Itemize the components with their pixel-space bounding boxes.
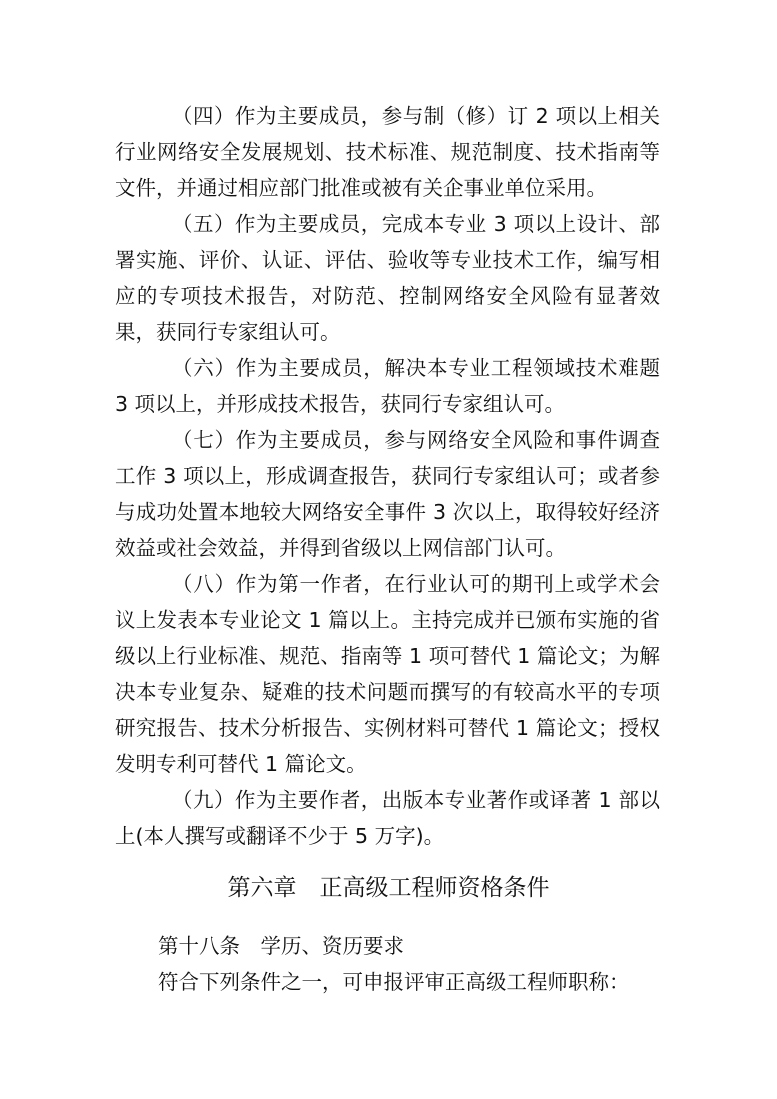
paragraph-item-8: （八）作为第一作者，在行业认可的期刊上或学术会议上发表本专业论文 1 篇以上。主持完成并已颁布实施的省级以上行业标准、规范、指南等 1 项可替代 1 篇论文；为解决本专业复杂、疑难的技术问题而撰写的有较高水平的专项研究报告、技术分析报告、实例材料可替代 1 篇论文；授权发明专利可替代 1 篇论文。 <box>115 572 660 776</box>
paragraph-item-9: （九）作为主要作者，出版本专业著作或译著 1 部以上(本人撰写或翻译不少于 5 万字)。 <box>115 788 660 848</box>
paragraph-item-4: （四）作为主要成员，参与制（修）订 2 项以上相关行业网络安全发展规划、技术标准、规范制度、技术指南等文件，并通过相应部门批准或被有关企事业单位采用。 <box>115 104 660 200</box>
article-title: 第十八条 学历、资历要求 <box>158 934 404 958</box>
paragraph-item-7: （七）作为主要成员，参与网络安全风险和事件调查工作 3 项以上，形成调查报告，获同行专家组认可；或者参与成功处置本地较大网络安全事件 3 次以上，取得较好经济效益或社会效益，并得到省级以上网信部门认可。 <box>115 428 660 560</box>
chapter-heading: 第六章 正高级工程师资格条件 <box>227 875 550 901</box>
article-intro: 符合下列条件之一，可申报评审正高级工程师职称： <box>158 970 630 994</box>
paragraph-item-6: （六）作为主要成员，解决本专业工程领域技术难题 3 项以上，并形成技术报告，获同行专家组认可。 <box>115 356 660 416</box>
paragraph-item-5: （五）作为主要成员，完成本专业 3 项以上设计、部署实施、评价、认证、评估、验收等专业技术工作，编写相应的专项技术报告，对防范、控制网络安全风险有显著效果，获同行专家组认可。 <box>115 212 660 344</box>
